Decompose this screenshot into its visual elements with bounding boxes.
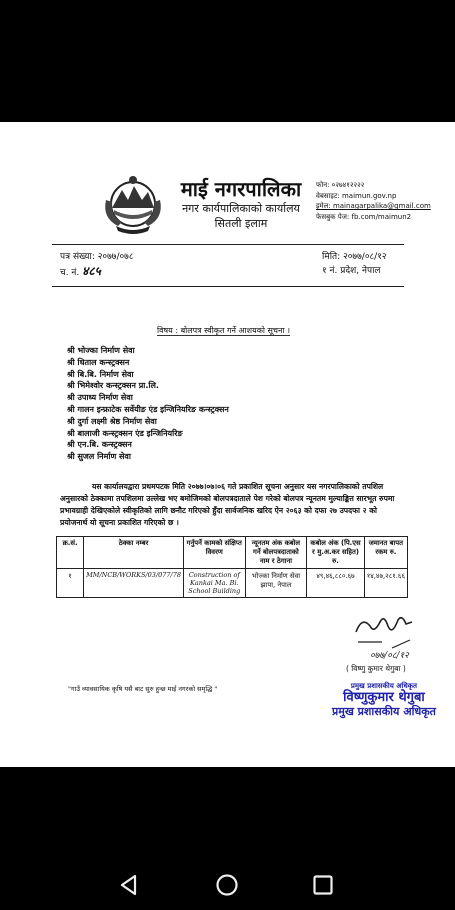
dispatch-number-value: ४८५ — [82, 264, 101, 278]
subject-line — [157, 325, 290, 336]
letterhead-title-block — [176, 177, 306, 231]
office-name: नगर कार्यपालिकाको कार्यालय — [182, 202, 300, 215]
contact-phone: फोन: ०२७४१२२२२ — [316, 181, 365, 189]
recipient-item: श्री एन.बि. कन्स्ट्रक्सन — [67, 440, 132, 450]
recipient-item: श्री धिताल कन्स्ट्रक्सन — [67, 357, 130, 367]
officer-name: ( विष्णु कुमार थेगुबा ) — [346, 664, 406, 673]
recipient-list — [67, 345, 229, 463]
header-contract-no: ठेक्का नम्बर — [84, 537, 184, 569]
header-description: गर्नुपर्ने कामको संक्षिप्त विवरण — [184, 537, 246, 569]
recipient-item: श्री भिमेश्वोर कन्स्ट्रक्सन प्रा.लि. — [67, 381, 159, 391]
home-icon[interactable] — [214, 872, 240, 898]
stamp-name: विष्णुकुमार थेगुबा — [343, 690, 425, 705]
header-security: जमानत बापत रकम रु. — [364, 537, 407, 569]
letter-number: पत्र संख्या: २०७७/०७८ — [60, 252, 134, 262]
header-bidder: न्यूनतम अंक कबोल गर्ने बोलपत्रदाताको नाम र ठेगाना — [245, 537, 307, 569]
recents-icon[interactable] — [310, 872, 336, 898]
cell-contract-no: MM/NCB/WORKS/03/077/78 — [84, 569, 184, 598]
back-icon[interactable] — [116, 872, 142, 898]
recipient-item: श्री सुजल निर्माण सेवा — [67, 452, 131, 462]
contact-facebook: फेसबुक पेज: fb.com/maimun2 — [316, 212, 412, 221]
handwritten-signature — [352, 612, 422, 662]
nepal-emblem-logo — [98, 174, 168, 236]
bid-table — [56, 536, 408, 598]
reference-divider — [52, 286, 404, 287]
document-page — [0, 122, 455, 767]
dispatch-number-label: च. नं. — [60, 268, 80, 278]
reference-right — [322, 250, 387, 278]
notice-paragraph: यस कार्यालयद्वारा प्रथमपटक मिति २०७७।०७।०६ गते प्रकाशित सूचना अनुसार यस नगरपालिकाको तपशिल अनुसारको ठेक्कामा तपशिलमा उल्लेख भए बमोजिमको बोलपत्रदाताले पेश गरेको बोलपत्र न्यूनतम मुल्याङ्कित सारभूत रुपमा प्रभावग्राही देखिएकोले स्वीकृतिको लागि छनौट गरिएको हुँदा सार्वजनिक खरिद ऐन २०६३ को दफा २७ उपदफा २ को प्रयोजनार्थ यो सूचना प्रकाशित गरिएको छ । — [60, 482, 395, 527]
recipient-item: श्री बि.बि. निर्माण सेवा — [67, 369, 134, 379]
table-row — [57, 569, 408, 598]
letter-date: मिति: २०७७/०८/१२ — [322, 252, 387, 262]
cell-description: Construction of Kankai Ma. Bi. School Building — [184, 569, 246, 598]
reference-left — [60, 250, 134, 280]
recipient-item: श्री बालाजी कन्स्ट्रक्सन एंड इन्जिनियरिङ — [67, 428, 183, 438]
subject-text: विषय : बोलपत्र स्वीकृत गर्ने आशयको सूचना । — [157, 326, 291, 335]
recipient-item: श्री उपाध्य निर्माण सेवा — [67, 393, 133, 403]
officer-stamp — [332, 682, 436, 718]
header-sn: क्र.सं. — [57, 537, 84, 569]
contact-website: वेबसाइट: maimun.gov.np — [316, 191, 397, 200]
office-address: १ नं. प्रदेश, नेपाल — [322, 266, 381, 276]
office-location: सितली इलाम — [214, 217, 268, 230]
android-navigation-bar — [0, 860, 455, 910]
cell-sn: १ — [57, 569, 84, 598]
recipient-item: श्री दुर्गा लक्ष्मी श्रेष्ठ निर्माण सेवा — [67, 416, 157, 426]
table-header-row — [57, 537, 408, 569]
municipality-name: माई नगरपालिका — [180, 177, 302, 201]
contact-info — [316, 180, 431, 222]
footer-slogan: "गाउँ व्यावसायिक कृषि यसै बाट सुरु हुन्छ माई नगरको समृद्धि " — [68, 685, 218, 693]
letterhead-divider — [52, 244, 404, 245]
header-bid-amount: कबोल अंक (पि.एस र मु.अ.कर सहित) रु. — [307, 537, 364, 569]
cell-security: १४,४७,२८१.६६ — [364, 569, 407, 598]
recipient-item: श्री गालन इन्फ्राटेक सर्वेयीङ एंड इन्जिनियरिङ कन्स्ट्रक्सन — [67, 404, 229, 414]
contact-email: इमेल: mainagarpalika@gmail.com — [316, 202, 431, 210]
stamp-title: प्रमुख प्रशासकीय अधिकृत — [332, 705, 436, 718]
signature-date: ०७७/०८/१२ — [370, 651, 409, 661]
stamp-top-text: प्रमुख प्रशासकीय अधिकृत — [350, 682, 418, 690]
cell-bid-amount: ४९,४६,८८०.६७ — [307, 569, 364, 598]
recipient-item: श्री भोज्का निर्माण सेवा — [67, 346, 135, 355]
cell-bidder: भोज्का निर्माण सेवा झापा, नेपाल — [245, 569, 307, 598]
dispatch-number — [60, 264, 134, 280]
